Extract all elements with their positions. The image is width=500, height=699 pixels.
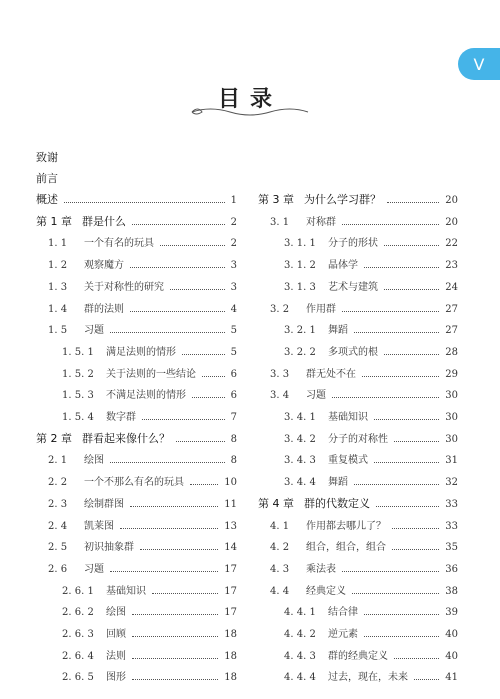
dot-leader (132, 636, 218, 637)
toc-entry-number: 2. 6. 1 (62, 585, 94, 597)
toc-entry-label: 舞蹈 (328, 477, 348, 489)
toc-entry-page: 8 (230, 455, 237, 467)
toc-entry-label: 观察魔方 (84, 260, 124, 272)
toc-entry-number: 3. 1 (270, 216, 290, 228)
toc-entry-label: 群的经典定义 (328, 650, 388, 662)
toc-entry-label: 群看起来像什么？ (82, 431, 170, 445)
toc-entry-number: 1. 5. 4 (62, 412, 94, 423)
toc-entry-label: 对称群 (306, 216, 336, 228)
dot-leader (362, 376, 439, 377)
dot-leader (132, 614, 218, 615)
dot-leader (364, 267, 439, 268)
dot-leader (110, 462, 225, 463)
toc-entry-label: 一个有名的玩具 (84, 238, 154, 250)
toc-entry-label: 结合律 (328, 607, 358, 619)
dot-leader (354, 332, 439, 333)
toc-entry-page: 14 (224, 542, 237, 554)
toc-entry[interactable] (48, 278, 237, 293)
toc-entry-label: 过去，现在，未来 (328, 672, 408, 684)
toc-entry-number: 2. 1 (48, 455, 68, 467)
toc-entry-page: 38 (445, 585, 458, 597)
toc-entry[interactable] (48, 538, 237, 553)
dot-leader (384, 354, 439, 355)
dot-leader (384, 245, 439, 246)
dot-leader (64, 202, 225, 203)
toc-entry-label: 为什么学习群？ (304, 193, 381, 206)
dot-leader (394, 658, 439, 659)
toc-entry-label: 作用都去哪儿了？ (306, 520, 386, 532)
toc-entry-page: 22 (445, 238, 458, 250)
toc-entry-number: 第 3 章 (258, 193, 294, 206)
toc-entry-page: 7 (230, 412, 237, 423)
dot-leader (152, 593, 218, 594)
toc-entry[interactable] (62, 343, 237, 358)
toc-entry[interactable] (284, 647, 458, 662)
toc-entry-number: 4. 2 (270, 542, 290, 554)
toc-entry-label: 多项式的根 (328, 346, 378, 358)
toc-entry-page: 18 (224, 629, 237, 640)
toc-entry-page: 28 (445, 346, 458, 358)
dot-leader (132, 679, 218, 680)
toc-entry[interactable] (48, 495, 237, 510)
toc-entry-number: 2. 6 (48, 563, 68, 575)
title-ornament (190, 104, 310, 118)
toc-entry[interactable] (270, 560, 458, 575)
toc-entry-number: 3. 4. 2 (284, 433, 316, 445)
toc-entry[interactable] (284, 321, 458, 336)
toc-entry[interactable] (48, 234, 237, 249)
toc-entry-page: 20 (445, 195, 458, 206)
toc-entry-page: 23 (445, 260, 458, 272)
toc-entry[interactable] (284, 451, 458, 466)
toc-entry-page: 33 (445, 520, 458, 532)
dot-leader (110, 332, 225, 333)
toc-entry-number: 3. 4. 4 (284, 477, 316, 489)
toc-entry-number: 2. 6. 4 (62, 650, 94, 662)
toc-entry[interactable] (284, 625, 458, 640)
toc-entry-number: 4. 4 (270, 585, 290, 597)
toc-entry-label: 乘法表 (306, 563, 336, 575)
toc-entry-label: 作用群 (306, 303, 336, 315)
toc-entry-number: 1. 5. 3 (62, 390, 94, 402)
toc-entry-label: 关于对称性的研究 (84, 281, 164, 293)
toc-entry-page: 2 (230, 238, 237, 250)
toc-entry-label: 群是什么 (82, 214, 126, 228)
toc-entry-label: 习题 (306, 390, 326, 402)
toc-entry[interactable] (48, 517, 237, 532)
toc-entry-number: 第 2 章 (36, 431, 72, 445)
toc-entry[interactable] (270, 300, 458, 315)
toc-entry-number: 2. 6. 3 (62, 629, 94, 640)
dot-leader (332, 397, 439, 398)
dot-leader (170, 289, 225, 290)
dot-leader (130, 311, 225, 312)
toc-entry-page: 30 (445, 412, 458, 423)
toc-entry[interactable] (270, 517, 458, 532)
dot-leader (352, 593, 439, 594)
dot-leader (120, 528, 218, 529)
toc-entry-page: 2 (230, 216, 237, 228)
toc-entry-label: 凯莱图 (84, 520, 114, 532)
dot-leader (394, 441, 439, 442)
toc-entry-number: 4. 4. 1 (284, 607, 316, 619)
toc-entry-number: 第 1 章 (36, 214, 72, 228)
toc-entry-number: 3. 1. 1 (284, 238, 316, 250)
toc-entry-page: 39 (445, 607, 458, 619)
toc-entry-page: 3 (230, 281, 237, 293)
toc-entry-label: 一个不那么有名的玩具 (84, 477, 184, 489)
toc-entry[interactable] (36, 213, 237, 229)
dot-leader (384, 289, 439, 290)
toc-entry-label: 分子的对称性 (328, 433, 388, 445)
dot-leader (342, 224, 439, 225)
toc-entry[interactable] (62, 408, 237, 423)
toc-entry-label: 晶体学 (328, 260, 358, 272)
toc-entry-label: 关于法则的一些结论 (106, 368, 196, 380)
dot-leader (387, 202, 439, 203)
toc-entry-label: 法则 (106, 650, 126, 662)
toc-entry-label: 逆元素 (328, 629, 358, 640)
dot-leader (110, 571, 218, 572)
toc-entry-number: 3. 4. 3 (284, 455, 316, 467)
toc-entry[interactable] (36, 430, 237, 446)
toc-entry[interactable] (270, 386, 458, 401)
toc-entry-label: 艺术与建筑 (328, 281, 378, 293)
toc-entry-page: 41 (445, 672, 458, 684)
toc-entry-page: 29 (445, 368, 458, 380)
toc-entry-page: 3 (230, 260, 237, 272)
dot-leader (364, 636, 439, 637)
toc-entry[interactable] (48, 321, 237, 336)
toc-entry[interactable] (48, 473, 237, 488)
toc-entry-number: 1. 1 (48, 238, 68, 250)
toc-entry-label: 舞蹈 (328, 325, 348, 337)
toc-entry-number: 4. 1 (270, 520, 290, 532)
toc-entry-number: 1. 4 (48, 303, 68, 315)
toc-entry-page: 18 (224, 672, 237, 684)
toc-entry-number: 3. 2 (270, 303, 290, 315)
toc-entry-number: 3. 1. 3 (284, 281, 316, 293)
toc-entry-page: 35 (445, 542, 458, 554)
dot-leader (392, 549, 439, 550)
dot-leader (414, 679, 439, 680)
toc-entry[interactable] (62, 625, 237, 640)
toc-entry-page: 30 (445, 390, 458, 402)
toc-entry-label: 绘图 (106, 607, 126, 619)
dot-leader (364, 614, 439, 615)
toc-entry-label: 群无处不在 (306, 368, 356, 380)
page-title: 目录 (217, 86, 282, 112)
toc-entry-page: 40 (445, 629, 458, 640)
dot-leader (140, 549, 218, 550)
dot-leader (342, 571, 439, 572)
toc-entry-number: 3. 2. 2 (284, 346, 316, 358)
dot-leader (130, 506, 218, 507)
dot-leader (132, 658, 218, 659)
toc-entry-label: 经典定义 (306, 585, 346, 597)
toc-entry-page: 17 (224, 585, 237, 597)
toc-entry-number: 1. 5 (48, 325, 68, 337)
toc-entry-label: 基础知识 (328, 412, 368, 423)
toc-entry-page: 6 (230, 368, 237, 380)
toc-entry[interactable] (258, 191, 458, 207)
front-preface[interactable]: 前言 (36, 172, 58, 185)
toc-entry-label: 分子的形状 (328, 238, 378, 250)
toc-entry-page: 20 (445, 216, 458, 228)
toc-entry-label: 概述 (36, 193, 58, 206)
toc-entry-page: 40 (445, 650, 458, 662)
toc-entry[interactable] (36, 191, 237, 207)
toc-entry-page: 17 (224, 607, 237, 619)
toc-entry[interactable] (48, 256, 237, 271)
dot-leader (202, 376, 225, 377)
toc-entry-number: 2. 4 (48, 520, 68, 532)
toc-entry-number: 第 4 章 (258, 496, 294, 510)
toc-entry-page: 17 (224, 563, 237, 575)
toc-entry[interactable] (48, 451, 237, 466)
toc-entry-page: 31 (445, 455, 458, 467)
toc-entry-page: 36 (445, 563, 458, 575)
toc-entry-page: 18 (224, 650, 237, 662)
dot-leader (342, 311, 439, 312)
toc-entry[interactable] (284, 234, 458, 249)
toc-entry-page: 5 (230, 325, 237, 337)
toc-entry-label: 初识抽象群 (84, 542, 134, 554)
toc-entry-number: 3. 1. 2 (284, 260, 316, 272)
page-number-badge: V (458, 48, 500, 80)
toc-entry-page: 27 (445, 303, 458, 315)
toc-entry-page: 10 (224, 477, 237, 489)
toc-entry-page: 13 (224, 520, 237, 532)
toc-entry[interactable] (62, 582, 237, 597)
toc-entry-label: 满足法则的情形 (106, 346, 176, 358)
toc-entry[interactable] (48, 300, 237, 315)
toc-entry-page: 30 (445, 433, 458, 445)
dot-leader (176, 441, 225, 442)
toc-entry-label: 重复模式 (328, 455, 368, 467)
toc-entry[interactable] (284, 278, 458, 293)
toc-entry-page: 6 (230, 390, 237, 402)
toc-entry[interactable] (258, 495, 458, 511)
toc-entry[interactable] (284, 430, 458, 445)
toc-entry-number: 2. 6. 2 (62, 607, 94, 619)
dot-leader (392, 528, 439, 529)
toc-entry-label: 绘图 (84, 455, 104, 467)
toc-entry-page: 4 (230, 303, 237, 315)
toc-entry[interactable] (48, 560, 237, 575)
toc-entry[interactable] (284, 256, 458, 271)
toc-entry-page: 27 (445, 325, 458, 337)
dot-leader (182, 354, 225, 355)
toc-entry-label: 群的代数定义 (304, 496, 370, 510)
toc-entry-number: 3. 2. 1 (284, 325, 316, 337)
toc-entry-page: 1 (230, 195, 237, 206)
toc-entry-page: 33 (445, 498, 458, 510)
toc-entry-label: 不满足法则的情形 (106, 390, 186, 402)
toc-entry[interactable] (284, 343, 458, 358)
dot-leader (192, 397, 225, 398)
toc-entry[interactable] (62, 365, 237, 380)
toc-entry-number: 4. 4. 4 (284, 672, 316, 684)
toc-entry-number: 4. 4. 2 (284, 629, 316, 640)
dot-leader (374, 462, 439, 463)
toc-entry[interactable] (62, 386, 237, 401)
toc-entry-number: 3. 4. 1 (284, 412, 316, 423)
toc-entry[interactable] (270, 582, 458, 597)
toc-entry-number: 2. 5 (48, 542, 68, 554)
toc-entry-number: 1. 3 (48, 281, 68, 293)
toc-entry[interactable] (284, 603, 458, 618)
toc-entry-number: 1. 5. 1 (62, 346, 94, 358)
toc-entry[interactable] (284, 473, 458, 488)
dot-leader (130, 267, 225, 268)
toc-entry-page: 8 (230, 433, 237, 445)
toc-entry-page: 11 (224, 498, 237, 510)
toc-entry-page: 5 (230, 346, 237, 358)
toc-entry-number: 2. 2 (48, 477, 68, 489)
front-ack[interactable]: 致谢 (36, 151, 58, 164)
dot-leader (354, 484, 439, 485)
toc-entry-label: 数字群 (106, 412, 136, 423)
dot-leader (142, 419, 225, 420)
toc-entry-label: 基础知识 (106, 585, 146, 597)
toc-entry-number: 3. 4 (270, 390, 290, 402)
toc-entry-number: 3. 3 (270, 368, 290, 380)
toc-entry-page: 32 (445, 477, 458, 489)
toc-entry[interactable] (62, 668, 237, 683)
toc-entry[interactable] (270, 213, 458, 228)
toc-entry[interactable] (270, 538, 458, 553)
toc-entry-number: 2. 3 (48, 498, 68, 510)
toc-entry-label: 绘制群图 (84, 498, 124, 510)
toc-entry-number: 4. 3 (270, 563, 290, 575)
toc-entry-label: 组合，组合，组合 (306, 542, 386, 554)
toc-entry-label: 图形 (106, 672, 126, 684)
toc-entry-number: 2. 6. 5 (62, 672, 94, 684)
toc-entry-label: 习题 (84, 563, 104, 575)
toc-entry[interactable] (284, 668, 458, 683)
toc-entry[interactable] (62, 647, 237, 662)
dot-leader (376, 506, 439, 507)
toc-entry-number: 4. 4. 3 (284, 650, 316, 662)
toc-entry[interactable] (270, 365, 458, 380)
dot-leader (374, 419, 439, 420)
toc-entry[interactable] (284, 408, 458, 423)
toc-entry-label: 群的法则 (84, 303, 124, 315)
toc-entry-number: 1. 5. 2 (62, 368, 94, 380)
toc-entry-label: 回顾 (106, 629, 126, 640)
toc-entry[interactable] (62, 603, 237, 618)
toc-entry-label: 习题 (84, 325, 104, 337)
toc-entry-number: 1. 2 (48, 260, 68, 272)
dot-leader (132, 224, 225, 225)
dot-leader (160, 245, 225, 246)
dot-leader (190, 484, 218, 485)
toc-entry-page: 24 (445, 281, 458, 293)
